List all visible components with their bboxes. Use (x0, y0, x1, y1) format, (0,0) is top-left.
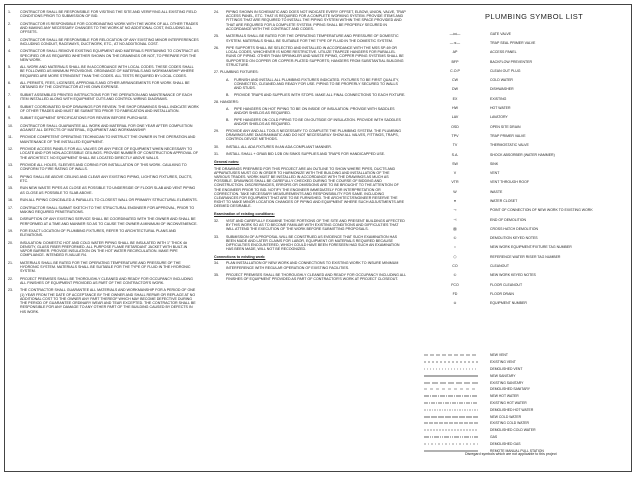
line-type-description: EXISTING VENT (490, 360, 516, 365)
note-text: INSULATION: DOMESTIC HOT AND COLD WATER PIPING SHALL BE INSULATED WITH 1" THICK 4# DENSITY, GLASS FIBER PREFORMED. ALL PURPOSE FLAME RETARDANT JACKET WITH BUILT-IN VAPOR BARRIER. PROVIDE INSULATION ON THE HOT WATER RECIRCULATION. MAKE PIPE COMPLIANCE. INTENDED R-VALUE R4. (20, 240, 188, 258)
general-note (8, 229, 199, 237)
general-note (8, 10, 199, 18)
symbol-description: COLD WATER (490, 78, 513, 83)
general-note (8, 217, 199, 225)
symbol-row (420, 103, 620, 112)
line-type-icon (420, 428, 490, 432)
note-number: 15. (8, 186, 13, 191)
line-type-row (420, 393, 620, 400)
note-number: 13. (8, 163, 13, 168)
note-number: 33. (214, 234, 219, 239)
symbol-row (420, 48, 620, 57)
symbol-icon: CO (452, 264, 458, 269)
note-text: VISIT AND CAREFULLY EXAMINE THOSE PORTIONS OF THE SITE AND PRESENT BUILDINGS AFFECTED BY THIS WORK SO AS TO BECOME FAMILIAR WITH EXISTING CONDITIONS AND DIFFICULTIES THAT WILL ATTEND THE EXECUTION OF THE WORK BEFORE SUBMITTING PROPOSALS. (226, 218, 405, 231)
symbol-row (420, 224, 620, 233)
general-notes-text: THE DRAWINGS PREPARED FOR THIS PROJECT ARE AN OUTLINE TO SHOW WHERE PIPES, DUCTS AND APPARATUSES MUST GO IN ORDER TO HARMONIZE WITH THE BUILDING AND INSTALLATION OF THE VARIOUS TRADES. WORK MUST BE INSTALLED IN ACCORDANCE WITH THE DRAWINGS AS MUCH AS POSSIBLE. DRAWINGS SHALL BE CAREFULLY CHECKED DURING THE COURSE OF BIDDING AND CONSTRUCTION. DISCREPANCIES, ERRORS OR OMISSIONS ARE TO BE BROUGHT TO THE ATTENTION OF THE ENGINEER PRIOR TO BID. NOTIFY THE ENGINEER IMMEDIATELY FOR INTERPRETATION OR CORRECTION. TAKE NECESSARY MEASUREMENTS AND RESPONSIBILITY FOR SAME. INCLUDING CLEARANCES FOR EQUIPMENT THAT ARE TO BE FURNISHED. THE ARCHITECT/ENGINEER RESERVE THE RIGHT TO MAKE MINOR LOCATION CHANGES OF PIPING AND EQUIPMENT WHERE SUCH ADJUSTMENTS ARE DEEMED DESIRABLE. (214, 166, 404, 209)
hanger-subnote (226, 107, 406, 115)
note-number: 9. (8, 116, 11, 121)
general-note (8, 38, 199, 46)
symbol-row (420, 113, 620, 122)
symbol-row (420, 196, 620, 205)
note-number: 8. (8, 104, 11, 109)
note-number: 10. (8, 123, 13, 128)
legend-title: PLUMBING SYMBOL LIST (485, 12, 584, 21)
line-type-row (420, 406, 620, 413)
general-note (8, 49, 199, 62)
line-type-icon (420, 394, 490, 398)
symbol-icon: ▨ (453, 226, 457, 231)
note-text: PROVIDE TRAPS AND SUPPLIES WITH STOPS. MAKE ALL FINAL CONNECTIONS TO EACH FIXTURE. (234, 92, 406, 97)
existing-conditions-heading: Examination of existing conditions: (214, 211, 275, 216)
line-type-icon (420, 421, 490, 425)
symbol-row (420, 178, 620, 187)
general-note (8, 206, 199, 214)
line-type-icon (420, 415, 490, 419)
note-number: 16. (8, 198, 13, 203)
fixture-subnote (226, 93, 406, 97)
line-type-icon (420, 374, 490, 378)
general-note (8, 22, 199, 35)
line-type-description: NEW HOT WATER (490, 394, 519, 399)
symbol-description: GATE VALVE (490, 31, 512, 36)
symbol-row (420, 38, 620, 47)
note-number: 12. (8, 147, 13, 152)
symbol-icon: ○ (453, 245, 457, 250)
line-type-description: DEMOLISHED VENT (490, 366, 523, 371)
general-notes-column-2 (214, 10, 406, 285)
line-type-row (420, 427, 620, 434)
connection-note (214, 273, 406, 281)
hangers-heading: 28. HANGERS: (214, 99, 239, 104)
symbol-row (420, 280, 620, 289)
note-text: CONTRACTOR SHALL REMOVE EXISTING EQUIPMENT AND MATERIALS PERTAINING TO CONTRACT AS SPECIFIED OR AS REQUIRED WHETHER SHOWN ON THE DRAWINGS OR NOT, TO PREPARE FOR THE NEW WORK. (20, 49, 199, 62)
line-type-description: NEW VENT (490, 353, 508, 358)
note-text: RUN ALL PIPING CONCEALED & PARALLEL TO CLOSEST WALL OR PRIMARY STRUCTURAL ELEMENTS. (20, 198, 198, 203)
symbol-icon: TV (452, 143, 458, 148)
general-notes-column-1 (8, 10, 199, 317)
symbol-description: NEW WORK KEYED NOTES (490, 273, 536, 278)
symbol-description: THERMOSTATIC VALVE (490, 143, 529, 148)
symbol-description: HOT WATER (490, 106, 511, 111)
symbol-icon: W (453, 189, 457, 194)
symbol-row (420, 75, 620, 84)
note-number: 22. (8, 276, 13, 281)
line-type-icon (420, 435, 490, 439)
general-note (8, 124, 199, 132)
line-type-description: DEMOLISHED COLD WATER (490, 428, 536, 433)
line-type-row (420, 434, 620, 441)
symbol-row (420, 289, 620, 298)
note-text: PLAN INSTALLATION OF NEW WORK AND CONNECTIONS TO EXISTING WORK TO INSURE MINIMUM INTERFERENCE WITH REGULAR OPERATION OF EXISTING FACILITIES. (226, 261, 399, 270)
symbol-icon: ① (453, 273, 457, 278)
note-text: PIPE HANGERS ON HOT PIPING TO BE ON INSIDE OF INSULATION. PROVIDE WITH SADDLES AND/OR SHIELDS AS REQUIRED. (234, 107, 395, 116)
line-type-row (420, 372, 620, 379)
line-type-description: NEW COLD WATER (490, 414, 522, 419)
disregard-note: Disregard symbols which are not applicable to this project (465, 452, 557, 456)
line-type-row (420, 413, 620, 420)
note-number: 17. (8, 205, 13, 210)
symbol-icon: SW (452, 161, 458, 166)
line-type-row (420, 400, 620, 407)
symbol-description: BACKFLOW PREVENTER (490, 59, 533, 64)
symbol-description: SHOCK ABSORBER (WATER HAMMER) (490, 152, 555, 157)
note-text: CONTRACTOR SHALL GUARANTEE ALL WORK AND MATERIAL FOR ONE YEAR AFTER COMPLETION AGAINST ALL DEFECTS OF MATERIAL, EQUIPMENT AND WORKMANSHIP. (20, 123, 193, 132)
note-text: SUBMIT EQUIPMENT SPECIFICATIONS FOR REVIEW BEFORE PURCHASE. (20, 116, 148, 121)
symbol-description: POINT OF CONNECTION OF NEW WORK TO EXISTING WORK (490, 208, 593, 213)
line-type-description: REMOTE MANUAL PULL STATION (490, 448, 544, 453)
symbol-icon: CW (452, 78, 458, 83)
line-type-icon (420, 408, 490, 412)
symbol-icon: LAV (451, 115, 459, 120)
symbol-row (420, 131, 620, 140)
general-note (8, 65, 199, 78)
line-type-legend (420, 352, 620, 454)
note-text: MATERIALS SHALL BE RATED FOR THE OPERATING TEMPERATURE AND PRESSURE OF DOMESTIC SYSTEM. MATERIALS SHALL BE SUITABLE FOR THE TYPE OF FLUID IN THE DOMESTIC SYSTEM. (226, 34, 399, 43)
note-text: PROJECT PREMISES SHALL BE THOROUGHLY CLEANED AND READY FOR OCCUPANCY INCLUDING ALL FINISHES OF EQUIPMENT PROVIDED AS PART OF THE CONTRACTOR'S WORK. (20, 276, 193, 285)
symbol-row (420, 159, 620, 168)
symbol-description: WATER CLOSET (490, 198, 518, 203)
line-type-description: EXISTING COLD WATER (490, 421, 529, 426)
note-number: 30. (214, 144, 219, 149)
note-number: 24. (214, 10, 219, 14)
line-type-description: DEMOLISHED GAS (490, 441, 521, 446)
symbol-icon: OSD (451, 124, 459, 129)
symbol-icon: ● (453, 198, 457, 203)
connection-note (214, 261, 406, 269)
note-text: PIPING SHOWN IN SCHEMATIC AND DOES NOT INDICATE EVERY OFFSET, ELBOW, UNION, VALVE, TRAP ACCESS PANEL, ETC. THAT IS REQUIRED FOR A COMPLETE WORKING SYSTEM. PROVIDE ITEMS AND FITTINGS THAT ARE REQUIRED TO INSTALL THE PIPING SYSTEM WITHIN THE SPACE PROVIDED AND THAT ARE REQUIRED FOR A COMPLETE SYSTEM. PIPING SHALL BE PROPERLY SECURED IN ACCORDANCE WITH THE CONTRACT AND CODES. (226, 10, 406, 31)
symbol-row (420, 29, 620, 38)
symbol-description: FLOOR DRAIN (490, 291, 514, 296)
general-note (8, 93, 199, 101)
symbol-description: EXISTING (490, 96, 507, 101)
note-number: 32. (214, 218, 219, 223)
note-text: RUN NEW WASTE PIPES AS CLOSE AS POSSIBLE TO UNDERSIDE OF FLOOR SLAB AND VENT PIPING AS CLOSE AS POSSIBLE TO SLAB ABOVE. (20, 186, 196, 195)
general-note (214, 145, 406, 149)
general-note (8, 163, 199, 171)
symbol-icon: C.O.P (450, 68, 460, 73)
symbol-description: CLEAN OUT PLUG (490, 68, 521, 73)
note-number: 26. (214, 46, 219, 51)
symbol-row (420, 150, 620, 159)
symbol-icon: DW (452, 87, 458, 92)
line-type-row (420, 440, 620, 447)
note-text: INSTALL ALL ADA FIXTURES IN AN ADA COMPLIANT MANNER. (226, 144, 332, 149)
note-number: 4. (8, 49, 11, 54)
symbol-description: REFERENCE WATER RISER TAG NUMBER (490, 254, 561, 259)
symbol-description: DISHWASHER (490, 87, 514, 92)
note-number: 19. (8, 229, 13, 234)
note-number: 31. (214, 152, 219, 157)
symbol-icon: S.A. (451, 152, 459, 157)
symbol-description: VENT (490, 171, 500, 176)
note-number: 34. (214, 261, 219, 266)
symbol-icon: ⊣ (453, 217, 457, 222)
note-number: 35. (214, 273, 219, 278)
general-note (214, 152, 406, 156)
general-note (214, 34, 406, 42)
symbol-icon: V (453, 171, 457, 176)
symbol-description: SINK (490, 161, 499, 166)
symbol-description: EQUIPMENT NUMBER (490, 301, 527, 306)
symbol-icon: —⋈— (449, 31, 461, 36)
note-number: A. (226, 107, 230, 112)
note-number: 11. (8, 135, 13, 140)
symbol-icon: FCO (451, 282, 459, 287)
line-type-row (420, 352, 620, 359)
general-note (214, 46, 406, 67)
note-text: INSTALL SHALL + GRAB BID 1/2B ON SINKS SUPPLIES AND TRAPS FOR HANDICAPPED USE. (226, 152, 386, 157)
note-text: ALL PERMITS, FEES, LICENSES, APPROVALS AND OTHER ARRANGEMENTS FOR WORK SHALL BE OBTAINED BY THE CONTRACTOR AT HIS OWN EXPENSE. (20, 81, 190, 90)
line-type-icon (420, 367, 490, 371)
note-text: PIPE SUPPORTS SHALL BE SELECTED AND INSTALLED IN ACCORDANCE WITH THE MSS SP-69 OR LOCAL CODES, WHICHEVER IS MORE RESTRICTIVE. UTILIZE TRAPEZE HANGERS FOR PARALLEL RUNS OF PIPING. OTHER THAN SPRINKLER AND WASTE PIPING, COPPER PIPING SYSTEMS SHALL BE SUPPORTED ON COPPER OR COPPER-PLATED SUPPORTS; HANGERS FROM SUBSTANTIAL BUILDING STRUCTURE. (226, 46, 404, 67)
note-text: CONTRACTOR SHALL SUBMIT SKETCH TO THE STRUCTURAL ENGINEER FOR APPROVAL, PRIOR TO MAKING REQUIRED PENETRATIONS. (20, 205, 195, 214)
symbol-icon: ① (453, 236, 457, 241)
note-text: PROJECT PREMISES SHALL BE THOROUGHLY CLEANED AND READY FOR OCCUPANCY INCLUDING ALL FINISHES OF EQUIPMENT PROVIDED AS PART OF CONTRACTOR'S WORK AT PROJECT CLOSEOUT. (226, 273, 406, 282)
symbol-description: FLOOR CLEANOUT (490, 282, 523, 287)
symbol-icon: EX (452, 96, 458, 101)
note-text: PROVIDE ACCESS PANELS FOR ALL VALVES OR ANY PIECE OF EQUIPMENT WHEN NECESSARY TO LOCATE AND FOR NON-ACCESSIBLE CEILINGS. PROVIDE NUMBER OF CONSTRUCTION APPROVAL OF THE ARCHITECT. NO EQUIPMENT SHALL BE LOCATED DIRECTLY ABOVE WALLS. (20, 147, 199, 160)
symbol-row (420, 85, 620, 94)
symbol-description: ACCESS PANEL (490, 50, 517, 55)
note-number: 29. (214, 128, 219, 133)
symbol-row (420, 141, 620, 150)
note-text: FOR EXACT LOCATION OF PLUMBING FIXTURES, REFER TO ARCHITECTURAL PLANS AND ELEVATIONS. (20, 229, 177, 238)
symbol-description: TRAP PRIMER VALVE (490, 133, 526, 138)
general-note (214, 10, 406, 31)
general-note (8, 198, 199, 202)
symbol-description: WASTE (490, 189, 503, 194)
note-text: CONTRACTOR SHALL BE RESPONSIBLE FOR RELOCATION OF ANY EXISTING MINOR INTERFERENCES INCLUDING CONDUIT, RACEWAYS, DUCTWORK, ETC., AT NO ADDITIONAL COST. (20, 37, 199, 46)
symbol-icon: FD (452, 291, 458, 296)
fixture-subnote (226, 78, 406, 91)
symbol-description: TRAP SEAL PRIMER VALVE (490, 40, 536, 45)
note-text: MATERIALS SHALL BE RATED FOR THE OPERATING TEMPERATURE AND PRESSURE OF THE HYDRONIC SYSTEM. MATERIALS SHALL BE SUITABLE FOR THE TYPE OF FLUID IN THE HYDRONIC SYSTEM. (20, 260, 191, 274)
symbol-icon: ⬡ (453, 254, 457, 259)
line-type-row (420, 359, 620, 366)
note-text: FURNISH AND INSTALL ALL PLUMBING FIXTURES INDICATED. FIXTURES TO BE FIRST QUALITY, CONNECTED, CLEANED AND READY FOR USE. PIPING TO BE PROPERLY SECURED TO WALLS AND STUDS. (234, 77, 399, 91)
symbol-row (420, 299, 620, 308)
general-note (8, 116, 199, 120)
line-type-row (420, 366, 620, 373)
note-number: 18. (8, 217, 13, 222)
general-note (8, 135, 199, 143)
symbol-description: DEMOLITION KEYED NOTES (490, 236, 538, 241)
symbol-description: VENT THROUGH ROOF (490, 180, 529, 185)
symbol-description: END OF DEMOLITION (490, 217, 526, 222)
line-type-description: DEMOLISHED HOT WATER (490, 407, 534, 412)
general-note (8, 288, 199, 313)
note-number: 21. (8, 260, 13, 265)
general-note (8, 147, 199, 160)
note-text: CONTRACTOR SHALL BE RESPONSIBLE FOR VISITING THE SITE AND VERIFYING ALL EXISTING FIELD CONDITIONS PRIOR TO SUBMISSION OF BID. (20, 10, 197, 19)
plumbing-fixtures-heading: 27. PLUMBING FIXTURES: (214, 70, 259, 75)
symbol-row (420, 261, 620, 270)
line-type-row (420, 420, 620, 427)
note-number: 3. (8, 37, 11, 42)
note-text: PIPE HANGERS ON COLD PIPING TO BE ON OUTSIDE OF INSULATION. PROVIDE WITH SADDLES AND/OR SHIELDS AS REQUIRED. (234, 118, 401, 127)
line-type-description: GAS (490, 434, 498, 439)
symbol-row (420, 187, 620, 196)
note-number: 2. (8, 21, 11, 26)
note-text: PROVIDE ANY AND ALL TOOLS NECESSARY TO COMPLETE THE PLUMBING SYSTEM. THE PLUMBING DRAWINGS ARE DIAGRAMMATIC AND DO NOT NECESSARILY SHOW ALL VALVES, FITTINGS, TRAPS, CONTROL DEVICE METHODS. (226, 128, 402, 142)
symbol-description: NEW WORK EQUIPMENT/FIXTURE TAG NUMBER (490, 245, 572, 250)
line-type-icon (420, 442, 490, 446)
symbol-row (420, 234, 620, 243)
note-number: B. (226, 118, 230, 123)
plumbing-symbol-list (420, 12, 620, 308)
symbol-description: OPEN SITE DRAIN (490, 124, 521, 129)
symbol-description: CROSS HATCH DEMOLITION (490, 226, 538, 231)
note-number: 1. (8, 10, 11, 14)
note-text: DISRUPTION OF ANY EXISTING SERVICE SHALL BE COORDINATED WITH THE OWNER AND SHALL BE PERFORMED AT A TIME AND MANNER SO AS TO CAUSE THE OWNER A MINIMUM OF INCONVENIENCE. (20, 217, 198, 226)
general-note (8, 241, 199, 258)
general-note (8, 261, 199, 274)
note-number: 25. (214, 34, 219, 39)
note-text: SUBMIT ASSEMBLED PRINTED INSTRUCTIONS FOR THE OPERATION AND MAINTENANCE OF EACH ITEM INSTALLED ALONG WITH EQUIPMENT CUTS AND CONTROL WIRING DIAGRAMS. (20, 92, 193, 102)
symbol-row (420, 252, 620, 261)
symbol-icon: TPV (451, 133, 459, 138)
note-text: CONTRACTOR IS RESPONSIBLE FOR COORDINATING WORK WITH THE WORK OF ALL OTHER TRADES AND MAKING ANY NECESSARY CHANGES TO THE WORK AT NO ADDITIONAL COST, INCLUDING ALL OFFSETS. (20, 21, 199, 35)
line-type-row (420, 386, 620, 393)
symbol-row (420, 66, 620, 75)
general-note (8, 105, 199, 113)
symbol-row (420, 168, 620, 177)
symbol-row (420, 122, 620, 131)
line-type-row (420, 379, 620, 386)
note-number: 5. (8, 65, 11, 70)
symbol-icon: BFP (451, 59, 459, 64)
symbol-row (420, 57, 620, 66)
line-type-description: DEMOLISHED SANITARY (490, 387, 531, 392)
line-type-icon (420, 387, 490, 391)
note-number: B. (226, 92, 230, 97)
symbol-row (420, 206, 620, 215)
note-number: 23. (8, 288, 13, 293)
hanger-subnote (226, 118, 406, 126)
note-number: A. (226, 77, 230, 82)
general-note (8, 175, 199, 183)
line-type-icon (420, 360, 490, 364)
note-number: 6. (8, 81, 11, 86)
line-type-icon (420, 353, 490, 357)
line-type-icon (420, 401, 490, 405)
note-text: PIPING SHALL BE ABOVE CEILING AND CLEAR ANY EXISTING PIPING, LIGHTING FIXTURES, DUCTS, ETC. (20, 174, 193, 183)
note-text: PROVIDE COMPETENT OPERATING TECHNICIAN TO INSTRUCT THE OWNER IN THE OPERATION AND MAINTENANCE OF THE INSTALLED EQUIPMENT. (20, 135, 196, 144)
note-text: SUBMISSION OF A PROPOSAL WILL BE CONSTRUED AS EVIDENCE THAT SUCH EXAMINATION HAS BEEN MADE AND LATER CLAIMS FOR LABOR, EQUIPMENT OR MATERIALS REQUIRED BECAUSE DIFFICULTIES ENCOUNTERED, WHICH COULD HAVE BEEN FORESEEN HAD SUCH AN EXAMINATION HAS BEEN MADE, WILL NOT BE RECOGNIZED. (226, 234, 400, 252)
symbol-row (420, 94, 620, 103)
line-type-icon (420, 381, 490, 385)
note-number: 7. (8, 92, 11, 97)
note-number: 14. (8, 174, 13, 179)
symbol-icon: ⊸ (453, 208, 457, 213)
general-note (214, 129, 406, 142)
symbol-description: LAVATORY (490, 115, 508, 120)
line-type-description: EXISTING HOT WATER (490, 400, 527, 405)
symbol-description: CLEANOUT (490, 264, 510, 269)
note-text: PROVIDE ALL HOLES, SLEEVES AND CORING FOR INSTALLATION OF THIS WORK. CAULKING TO CONFORM TO FIRE RATING OF WALLS. (20, 163, 187, 172)
existing-condition-note (214, 235, 406, 252)
symbol-row (420, 243, 620, 252)
symbol-row (420, 271, 620, 280)
line-type-description: EXISTING SANITARY (490, 380, 524, 385)
symbol-icon: VTR (451, 180, 459, 185)
symbol-row (420, 215, 620, 224)
connections-heading: Connections to existing work: (214, 254, 266, 259)
symbol-icon: HW (452, 106, 458, 111)
note-number: 20. (8, 240, 13, 245)
line-type-description: NEW SANITARY (490, 373, 516, 378)
general-note (8, 81, 199, 89)
general-note (8, 277, 199, 285)
note-text: THE CONTRACTOR SHALL GUARANTEE ALL MATERIALS AND WORKMANSHIP FOR A PERIOD OF ONE (1) YEAR FROM THE DATE OF ACCEPTANCE BY THE OWNER AND SHALL REPAIR OR REPLACE AT NO ADDITIONAL COST TO THE OWNER ANY PART THEREOF WHICH MAY BECOME DEFECTIVE DURING THE PERIOD OF GUARANTEE ORDINARY WEAR AND TEAR EXCEPTED. THE CONTRACTOR SHALL BE RESPONSIBLE FOR ANY DAMAGE TO ANY OTHER PART OF THE BUILDING CAUSED BY DEFECTS IN HIS WORK. (20, 288, 196, 314)
symbol-icon: AP (452, 50, 458, 55)
symbol-icon: —⊲— (449, 40, 461, 45)
existing-condition-note (214, 219, 406, 232)
note-text: ALL WORK AND MATERIALS SHALL BE IN ACCORDANCE WITH LOCAL CODES. THESE CODES SHALL BE FOLLOWED AS MINIMUM PROVISIONS. ORDINANCE OF MATERIALS AND WORKMANSHIP WHERE REQUIRED ARE MORE STRINGENT THAN THE CODES. ALL TESTS REQUIRED BY LOCAL CODES. (20, 65, 194, 78)
general-note (8, 186, 199, 194)
symbol-icon: ⊙ (453, 301, 457, 306)
note-text: SUBMIT COORDINATED SHOP DRAWINGS FOR REVIEW. THE SHOP DRAWINGS SHALL INDICATE WORK OF OTHER TRADES AND MUST BE SUBMITTED PRIOR TO FABRICATION AND INSTALLATION. (20, 104, 199, 113)
general-notes-heading: General notes: (214, 159, 240, 164)
